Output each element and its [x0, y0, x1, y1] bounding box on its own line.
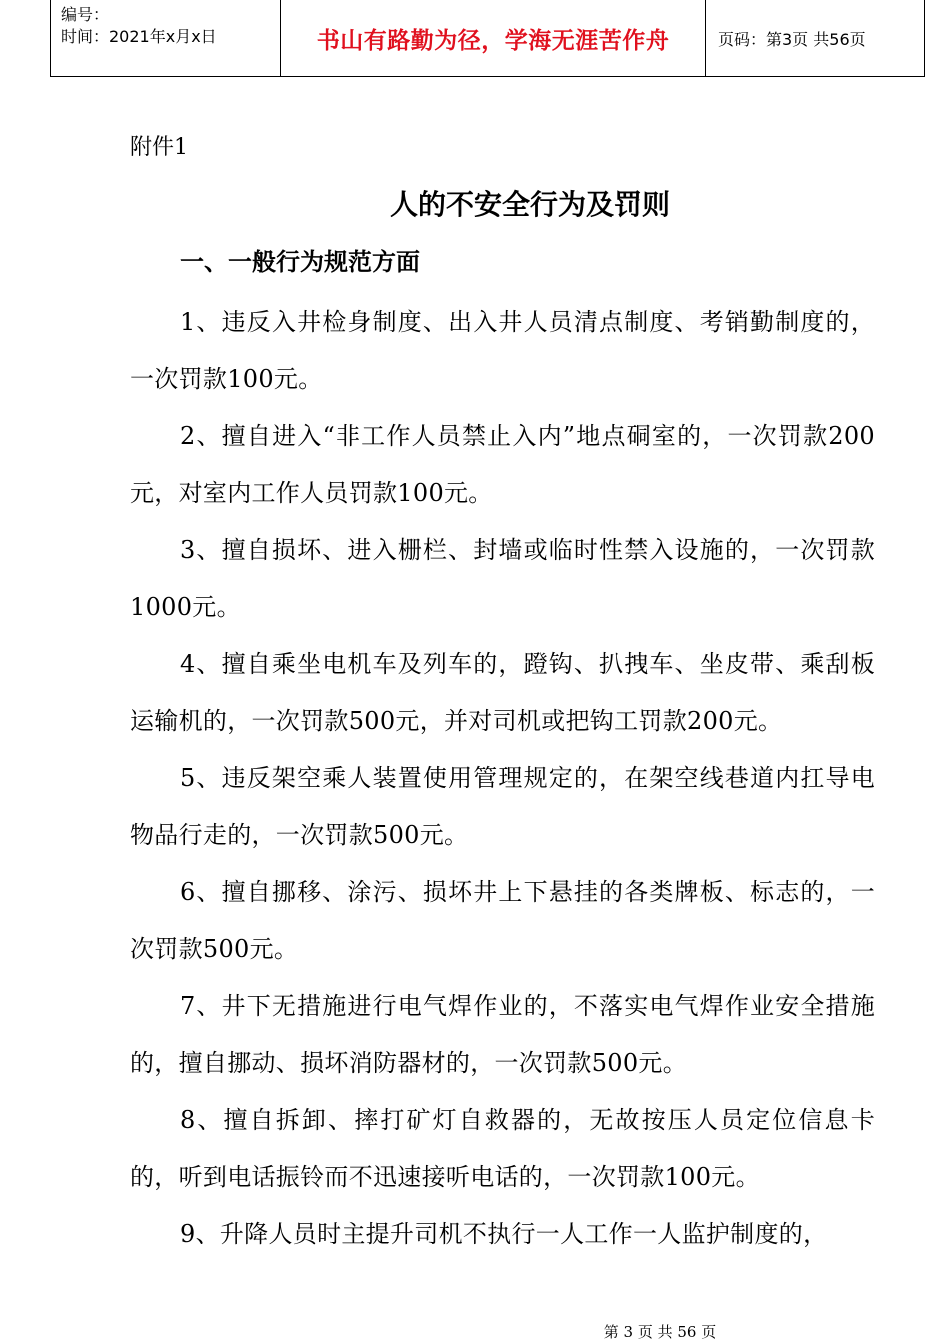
page-footer: 第 3 页 共 56 页 — [603, 1323, 717, 1341]
number-label: 编号： — [61, 5, 110, 24]
paragraph-3: 3、擅自损坏、进入栅栏、封墙或临时性禁入设施的，一次罚款1000元。 — [130, 536, 875, 621]
time-label: 时间：2021年x月x日 — [61, 27, 217, 46]
header-meta — [51, 0, 281, 76]
document-body — [130, 294, 875, 1263]
paragraph-1: 1、违反入井检身制度、出入井人员清点制度、考销勤制度的，一次罚款100元。 — [130, 308, 875, 393]
header-motto: 书山有路勤为径，学海无涯苦作舟 — [281, 0, 706, 76]
paragraph-2: 2、擅自进入“非工作人员禁止入内”地点硐室的，一次罚款200元，对室内工作人员罚款100元。 — [130, 422, 875, 507]
paragraph-6: 6、擅自挪移、涂污、损坏井上下悬挂的各类牌板、标志的，一次罚款500元。 — [130, 878, 875, 963]
paragraph-9: 9、升降人员时主提升司机不执行一人工作一人监护制度的， — [180, 1220, 828, 1248]
paragraph-7: 7、井下无措施进行电气焊作业的，不落实电气焊作业安全措施的，擅自挪动、损坏消防器材的，一次罚款500元。 — [130, 992, 875, 1077]
document-title: 人的不安全行为及罚则 — [389, 188, 670, 221]
annex-label: 附件1 — [130, 135, 188, 160]
header-page-info: 页码：第3页 共56页 — [718, 29, 866, 49]
page-header — [50, 0, 925, 77]
paragraph-4: 4、擅自乘坐电机车及列车的，蹬钩、扒拽车、坐皮带、乘刮板运输机的，一次罚款500元，并对司机或把钩工罚款200元。 — [130, 650, 875, 735]
paragraph-8: 8、擅自拆卸、摔打矿灯自救器的，无故按压人员定位信息卡的，听到电话振铃而不迅速接听电话的，一次罚款100元。 — [130, 1106, 875, 1191]
section-heading: 一、一般行为规范方面 — [180, 247, 420, 276]
paragraph-5: 5、违反架空乘人装置使用管理规定的，在架空线巷道内扛导电物品行走的，一次罚款500元。 — [130, 764, 875, 849]
